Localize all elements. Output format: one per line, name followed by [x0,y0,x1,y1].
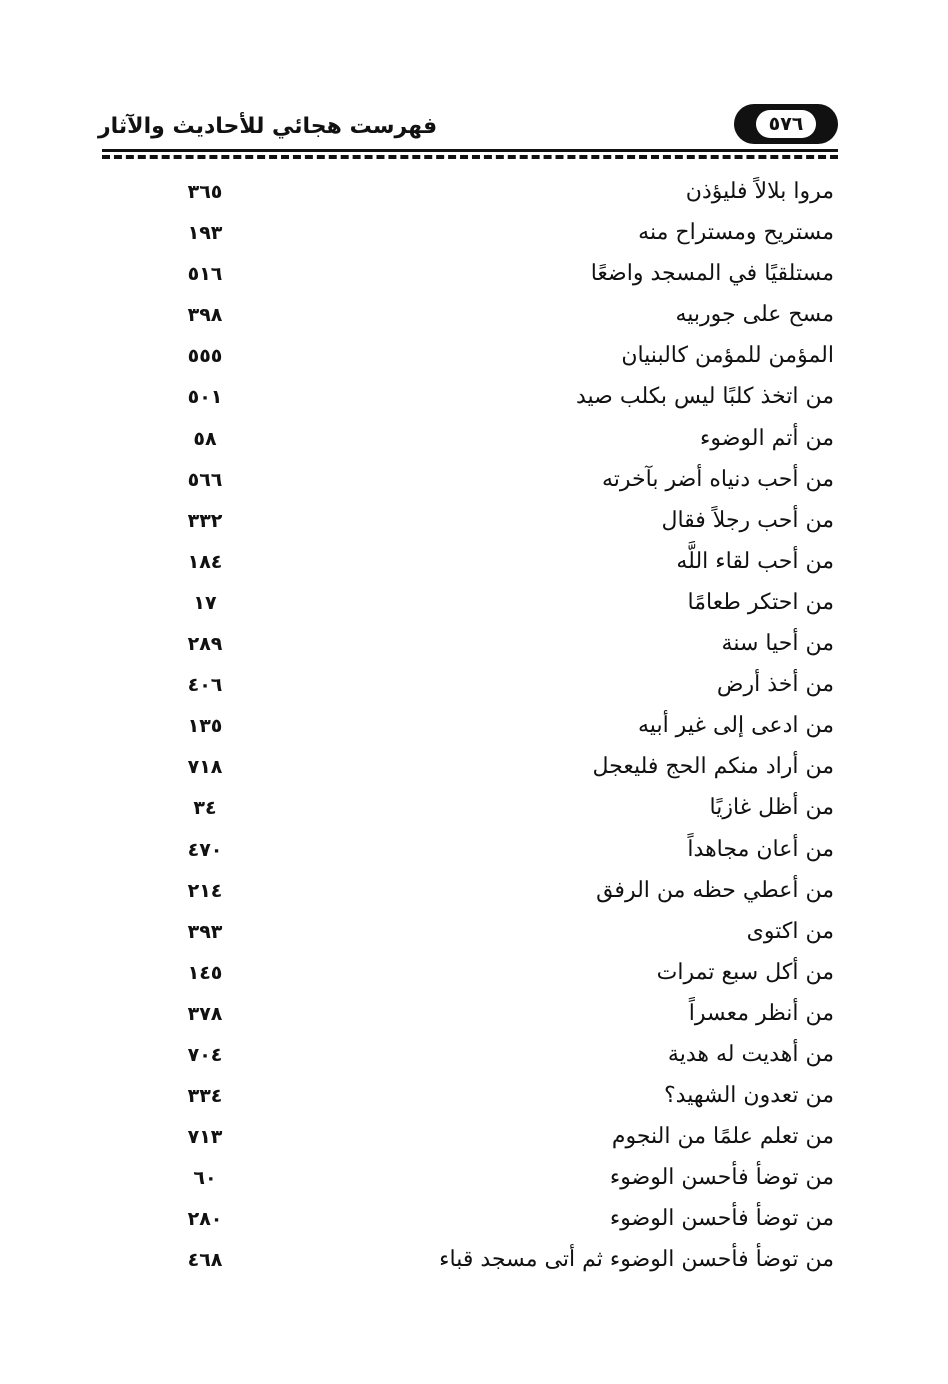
index-entry [150,336,840,377]
entry-text: من أتم الوضوء [700,425,834,451]
entry-text: مستلقيًا في المسجد واضعًا [590,261,834,287]
index-entry [150,706,840,747]
entry-text: من أخذ أرض [716,672,834,698]
entry-text: المؤمن للمؤمن كالبنيان [621,343,834,369]
entry-text: من تعلم علمًا من النجوم [611,1124,834,1150]
entry-text: مستريح ومستراح منه [638,220,834,246]
index-entry [150,747,840,788]
entry-page-number: ٢٨٩ [187,633,223,656]
index-entry [150,254,840,295]
entry-page-number: ٥٠١ [187,386,223,409]
entry-text: من اتخذ كلبًا ليس بكلب صيد [576,384,834,410]
entry-page-number: ٥٥٥ [187,345,223,368]
running-title: فهرست هجائي للأحاديث والآثار [98,114,438,139]
entry-page-number: ٣٧٨ [187,1002,223,1025]
page-number: ٥٧٦ [756,110,816,138]
entry-text: من أعطي حظه من الرفق [596,877,834,903]
entry-text: من توضأ فأحسن الوضوء [609,1206,834,1232]
index-entry [150,1199,840,1240]
entry-page-number: ٢٨٠ [187,1208,223,1231]
index-entry [150,830,840,871]
entry-page-number: ٤٧٠ [187,838,223,861]
index-entry [150,542,840,583]
index-entry [150,1076,840,1117]
entry-page-number: ١٨٤ [187,550,223,573]
entry-text: من تعدون الشهيد؟ [663,1083,834,1109]
entry-page-number: ٥١٦ [187,263,223,286]
index-entry [150,1158,840,1199]
index-entry [150,1117,840,1158]
entry-text: من اكتوى [746,918,834,944]
index-entry [150,501,840,542]
entry-page-number: ٦٠ [193,1167,217,1190]
index-entry [150,912,840,953]
index-entry [150,213,840,254]
entry-text: من أحب رجلاً فقال [661,507,834,533]
index-entry [150,788,840,829]
entry-page-number: ٣٤ [193,797,217,820]
entry-text: من أحب دنياه أضر بآخرته [601,466,834,492]
entry-page-number: ٣٦٥ [187,181,223,203]
index-entry [150,871,840,912]
entry-page-number: ٧١٣ [187,1126,223,1149]
index-entry [150,460,840,501]
entry-text: من ادعى إلى غير أبيه [638,713,834,739]
index-entry [150,172,840,213]
index-entry [150,295,840,336]
entry-page-number: ٧٠٤ [187,1043,223,1066]
entry-text: من توضأ فأحسن الوضوء [609,1165,834,1191]
entry-text: من أراد منكم الحج فليعجل [592,754,834,780]
index-entry [150,1035,840,1076]
entry-page-number: ١٣٥ [187,715,223,738]
page-number-badge [734,104,838,144]
index-entry [150,665,840,706]
entry-text: مسح على جوربيه [675,302,834,328]
entry-text: من أظل غازيًا [709,795,834,821]
entry-page-number: ٥٨ [193,427,217,450]
header-dashed-rule [102,155,838,159]
entry-page-number: ٣٩٨ [187,304,223,327]
entry-text: من أكل سبع تمرات [656,959,834,985]
entry-page-number: ٤٦٨ [187,1249,223,1272]
entry-page-number: ٤٠٦ [187,674,223,697]
index-entry [150,583,840,624]
entry-page-number: ٣٩٣ [187,920,223,943]
page-header [98,104,838,154]
entry-text: من أحب لقاء اللَّه [676,548,834,574]
entry-text: من أهديت له هدية [667,1041,834,1067]
entry-page-number: ٥٦٦ [187,468,223,491]
index-entry [150,994,840,1035]
entry-page-number: ٣٣٢ [187,509,223,532]
entry-text: من أعان مجاهداً [687,836,834,862]
entry-page-number: ٢١٤ [187,879,223,902]
entry-page-number: ١٩٣ [187,222,223,245]
entry-text: من أنظر معسراً [688,1000,834,1026]
index-list [150,172,840,1282]
entry-page-number: ١٤٥ [187,961,223,984]
entry-text: مروا بلالاً فليؤذن [685,179,834,204]
index-entry [150,377,840,418]
entry-page-number: ٣٣٤ [187,1085,223,1108]
header-rule [102,149,838,152]
entry-text: من احتكر طعامًا [687,589,834,615]
index-entry [150,419,840,460]
index-entry [150,953,840,994]
entry-page-number: ٧١٨ [187,756,223,779]
index-entry [150,1240,840,1281]
entry-text: من توضأ فأحسن الوضوء ثم أتى مسجد قباء [439,1247,834,1273]
entry-text: من أحيا سنة [721,631,834,657]
index-entry [150,624,840,665]
entry-page-number: ١٧ [193,591,217,614]
